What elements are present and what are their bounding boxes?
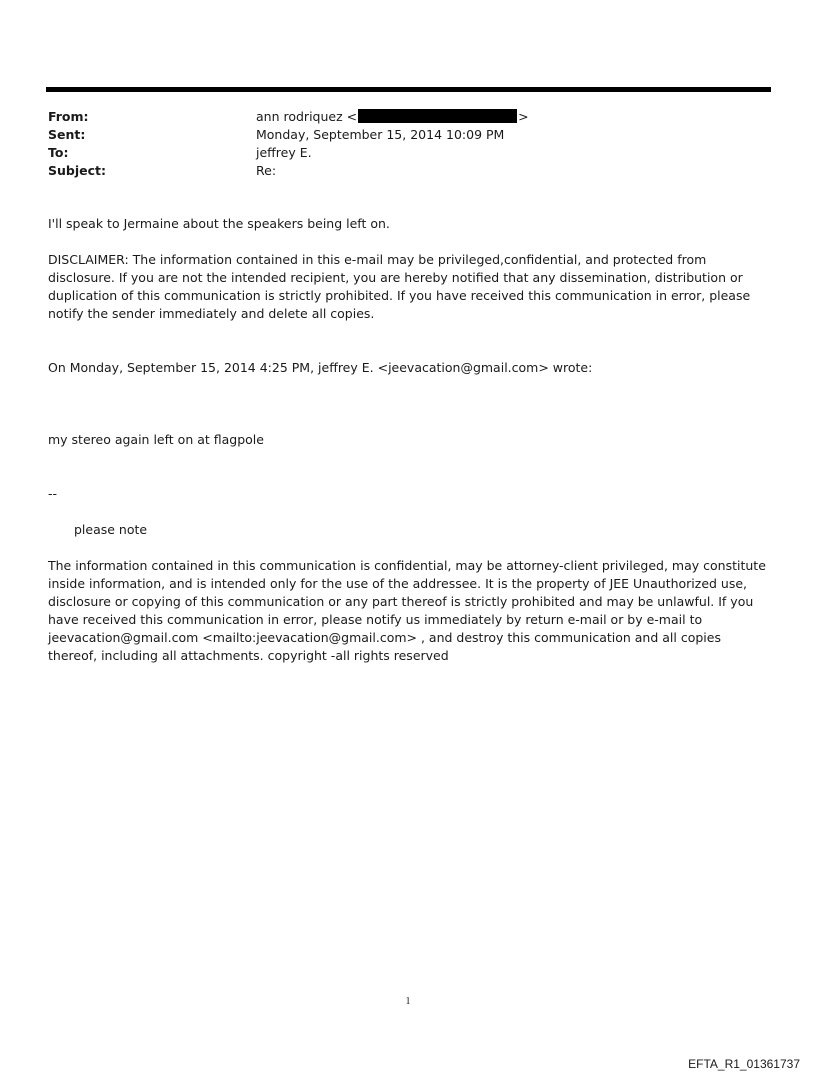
from-close: > <box>518 109 529 124</box>
page-number: 1 <box>405 996 411 1007</box>
subject-label: Subject: <box>48 163 106 178</box>
header-rule <box>46 87 771 92</box>
from-name: ann rodriquez < <box>256 109 358 124</box>
reply-text: I'll speak to Jermaine about the speakers being left on. <box>48 216 390 231</box>
document-id: EFTA_R1_01361737 <box>688 1057 800 1071</box>
sent-value: Monday, September 15, 2014 10:09 PM <box>256 127 505 142</box>
sent-label: Sent: <box>48 127 86 142</box>
to-value: jeffrey E. <box>256 145 312 160</box>
signature-separator: -- <box>48 486 58 501</box>
please-note: please note <box>74 522 148 537</box>
to-label: To: <box>48 145 69 160</box>
from-label: From: <box>48 109 89 124</box>
from-value <box>256 108 529 125</box>
original-message: my stereo again left on at flagpole <box>48 432 264 447</box>
confidentiality-notice: The information contained in this communication is confidential, may be attorney-client privileged, may constitute inside information, and is intended only for the use of the addressee. It is the property of JEE Unauthorized use, disclosure or copying of this communication or any part thereof is strictly prohibited and may be unlawful. If you have received this communication in error, please notify us immediately by return e-mail or by e-mail to jeevacation@gmail.com <mailto:jeevacation@gmail.com> , and destroy this communication and all copies thereof, including all attachments. copyright -all rights reserved <box>48 558 766 663</box>
quote-intro: On Monday, September 15, 2014 4:25 PM, jeffrey E. <jeevacation@gmail.com> wrote: <box>48 360 593 375</box>
redaction-block <box>358 109 517 123</box>
subject-value: Re: <box>256 163 277 178</box>
disclaimer-text: DISCLAIMER: The information contained in this e-mail may be privileged,confidential, and protected from disclosure. If you are not the intended recipient, you are hereby notified that any dissemination, distribution or duplication of this communication is strictly prohibited. If you have received this communication in error, please notify the sender immediately and delete all copies. <box>48 252 751 321</box>
